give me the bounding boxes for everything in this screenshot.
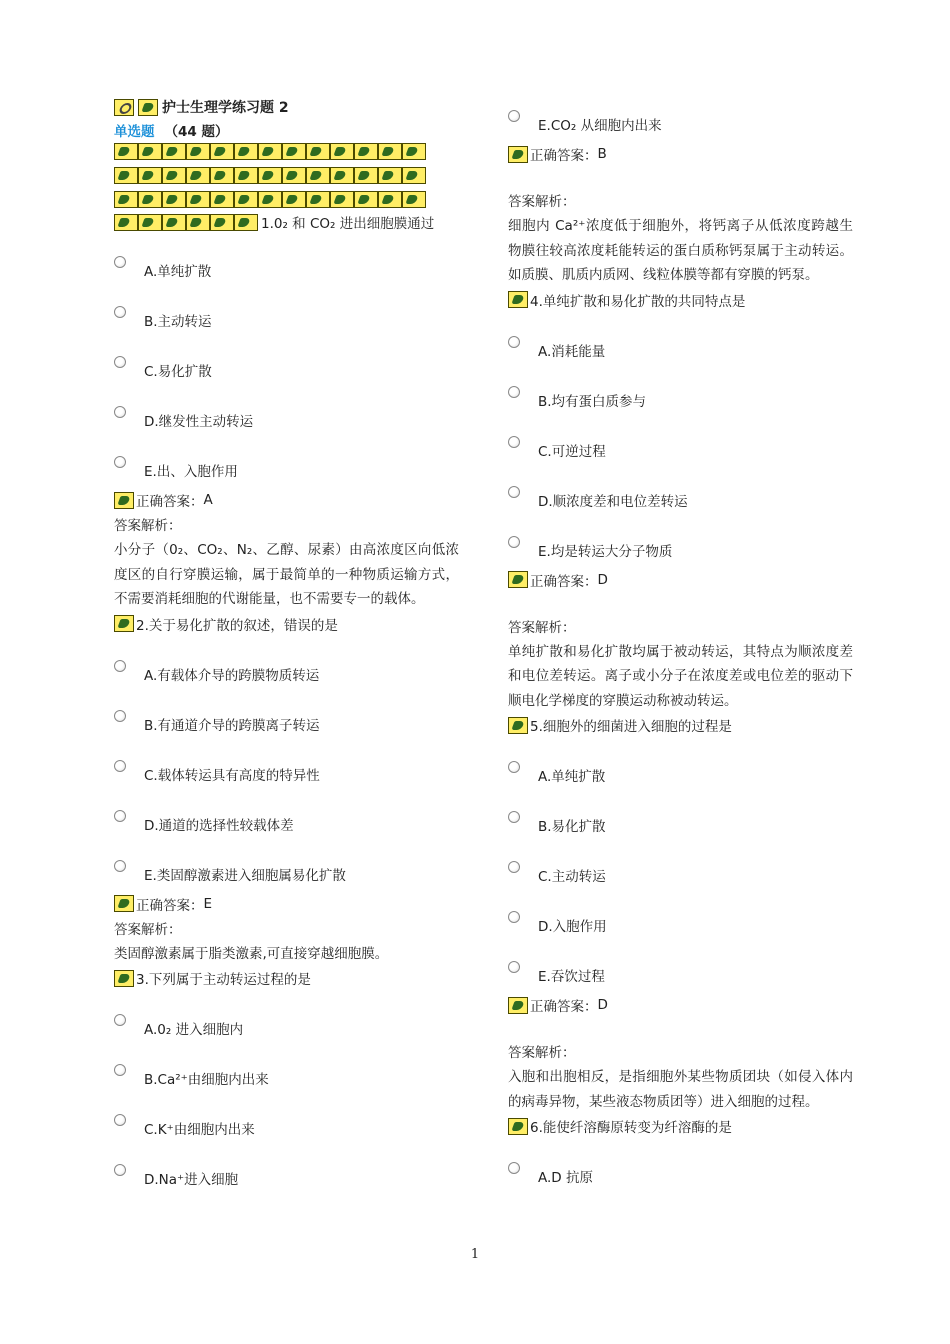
pen-icon[interactable] [210, 143, 234, 160]
option[interactable] [114, 382, 459, 432]
pen-icon[interactable] [186, 214, 210, 231]
option-label: A.单纯扩散 [538, 769, 606, 785]
option-label: D.入胞作用 [538, 919, 607, 935]
spacer [508, 166, 853, 188]
answer-row [508, 142, 853, 166]
pen-icon[interactable] [186, 143, 210, 160]
option-label: A.0₂ 进入细胞内 [144, 1022, 244, 1038]
option[interactable] [508, 1138, 853, 1188]
answer-label: 正确答案： [136, 494, 204, 510]
pen-icon[interactable] [508, 717, 528, 734]
pen-icon[interactable] [210, 167, 234, 184]
option-label: C.K⁺由细胞内出来 [144, 1122, 255, 1138]
pen-icon[interactable] [330, 191, 354, 208]
q6-options [508, 1138, 853, 1188]
radio-button[interactable] [508, 536, 520, 548]
radio-button[interactable] [114, 710, 126, 722]
pen-icon[interactable] [138, 191, 162, 208]
pen-icon[interactable] [138, 214, 162, 231]
explain-text: 入胞和出胞相反，是指细胞外某些物质团块（如侵入体内的病毒异物，某些液态物质团等）进入细胞的过程。 [508, 1069, 853, 1110]
option[interactable] [114, 432, 459, 482]
option[interactable] [114, 736, 459, 786]
radio-button[interactable] [114, 1064, 126, 1076]
radio-button[interactable] [114, 306, 126, 318]
option[interactable] [114, 1040, 459, 1090]
radio-button[interactable] [508, 386, 520, 398]
radio-button[interactable] [508, 110, 520, 122]
explain-text: 小分子（0₂、CO₂、N₂、乙醇、尿素）由高浓度区向低浓度区的自行穿膜运输，属于最简单的一种物质运输方式，不需要消耗细胞的代谢能量，也不需要专一的载体。 [114, 542, 459, 607]
refresh-icon[interactable] [114, 99, 134, 116]
pen-icon[interactable] [186, 191, 210, 208]
pen-icon[interactable] [402, 167, 426, 184]
pen-icon[interactable] [186, 167, 210, 184]
q4-options [508, 312, 853, 562]
question-nav-strip [114, 214, 258, 231]
radio-button[interactable] [114, 256, 126, 268]
pen-icon[interactable] [210, 214, 234, 231]
section-header [114, 120, 459, 140]
radio-button[interactable] [114, 860, 126, 872]
option-label: B.Ca²⁺由细胞内出来 [144, 1072, 269, 1088]
right-column [508, 112, 853, 1188]
pen-icon[interactable] [282, 167, 306, 184]
radio-button[interactable] [508, 1162, 520, 1174]
question-text: 4.单纯扩散和易化扩散的共同特点是 [530, 293, 746, 310]
option-label: B.主动转运 [144, 314, 212, 330]
pen-icon[interactable] [508, 571, 528, 588]
option-label: B.有通道介导的跨膜离子转运 [144, 717, 320, 734]
option-label: D.顺浓度差和电位差转运 [538, 493, 688, 510]
option[interactable] [508, 412, 853, 462]
spacer [508, 592, 853, 614]
option[interactable] [508, 112, 853, 136]
option-label: C.主动转运 [538, 869, 606, 885]
option[interactable] [114, 1090, 459, 1140]
pen-icon[interactable] [114, 191, 138, 208]
question-2-header [114, 612, 459, 636]
pen-icon[interactable] [138, 99, 158, 116]
option[interactable] [114, 1140, 459, 1190]
question-6-header [508, 1114, 853, 1138]
pen-icon[interactable] [162, 214, 186, 231]
explain-heading: 答案解析： [114, 921, 182, 938]
answer-label: 正确答案： [530, 573, 598, 590]
q5-options [508, 737, 853, 987]
pen-icon[interactable] [114, 615, 134, 632]
pen-icon[interactable] [378, 143, 402, 160]
section-count: （44 题） [164, 124, 229, 140]
pen-icon[interactable] [234, 191, 258, 208]
radio-button[interactable] [114, 760, 126, 772]
pen-icon[interactable] [306, 167, 330, 184]
q3-options [114, 990, 459, 1190]
radio-button[interactable] [114, 810, 126, 822]
option[interactable] [508, 787, 853, 837]
pen-icon[interactable] [114, 143, 138, 160]
option[interactable] [508, 462, 853, 512]
question-1-header [114, 212, 459, 232]
pen-icon[interactable] [354, 143, 378, 160]
pen-icon[interactable] [234, 167, 258, 184]
option-label: B.易化扩散 [538, 819, 606, 835]
option[interactable] [508, 887, 853, 937]
answer-row [508, 568, 853, 592]
option[interactable] [114, 786, 459, 836]
answer-value: B [597, 146, 607, 162]
radio-button[interactable] [114, 356, 126, 368]
pen-icon[interactable] [330, 143, 354, 160]
pen-icon[interactable] [138, 143, 162, 160]
option-label: D.Na⁺进入细胞 [144, 1172, 239, 1188]
option[interactable] [508, 737, 853, 787]
explain-heading: 答案解析： [508, 619, 576, 636]
pen-icon[interactable] [138, 167, 162, 184]
pen-icon[interactable] [306, 191, 330, 208]
page-number: 1 [470, 1247, 480, 1262]
option-label: E.吞饮过程 [538, 969, 605, 985]
answer-row [508, 993, 853, 1017]
pen-icon[interactable] [282, 191, 306, 208]
option-label: E.类固醇激素进入细胞属易化扩散 [144, 867, 346, 884]
question-nav-grid [114, 143, 459, 208]
radio-button[interactable] [508, 436, 520, 448]
explain-heading: 答案解析： [114, 518, 182, 534]
option[interactable] [508, 937, 853, 987]
pen-icon[interactable] [306, 143, 330, 160]
radio-button[interactable] [508, 861, 520, 873]
pen-icon[interactable] [402, 191, 426, 208]
pen-icon[interactable] [508, 146, 528, 163]
pen-icon[interactable] [234, 143, 258, 160]
radio-button[interactable] [508, 761, 520, 773]
explain-heading: 答案解析： [508, 194, 576, 210]
option-label: D.通道的选择性较载体差 [144, 817, 294, 834]
explain-heading: 答案解析： [508, 1045, 576, 1061]
question-3-header [114, 966, 459, 990]
pen-icon[interactable] [114, 492, 134, 509]
option[interactable] [114, 232, 459, 282]
option-label: E.CO₂ 从细胞内出来 [538, 118, 662, 134]
radio-button[interactable] [508, 911, 520, 923]
radio-button[interactable] [508, 811, 520, 823]
answer-row [114, 488, 459, 512]
pen-icon[interactable] [354, 167, 378, 184]
answer-value: D [597, 997, 608, 1013]
option-label: B.均有蛋白质参与 [538, 393, 647, 410]
pen-icon[interactable] [258, 143, 282, 160]
spacer [508, 1017, 853, 1039]
option-label: C.可逆过程 [538, 443, 606, 460]
explain-text: 细胞内 Ca²⁺浓度低于细胞外，将钙离子从低浓度跨越生物膜往较高浓度耗能转运的蛋白质称钙泵属于主动转运。如质膜、肌质内质网、线粒体膜等都有穿膜的钙泵。 [508, 218, 853, 283]
option-label: A.D 抗原 [538, 1170, 593, 1186]
option[interactable] [114, 990, 459, 1040]
option[interactable] [508, 512, 853, 562]
question-text: 2.关于易化扩散的叙述，错误的是 [136, 617, 338, 634]
pen-icon[interactable] [114, 167, 138, 184]
answer-label: 正确答案： [530, 148, 598, 164]
q1-options [114, 232, 459, 482]
question-5-header [508, 713, 853, 737]
question-text: 6.能使纤溶酶原转变为纤溶酶的是 [530, 1120, 732, 1136]
q2-options [114, 636, 459, 886]
pen-icon[interactable] [508, 997, 528, 1014]
left-column [114, 96, 459, 1190]
pen-icon[interactable] [508, 1118, 528, 1135]
option[interactable] [114, 836, 459, 886]
option-label: C.载体转运具有高度的特异性 [144, 767, 320, 784]
option[interactable] [114, 636, 459, 686]
radio-button[interactable] [508, 486, 520, 498]
pen-icon[interactable] [282, 143, 306, 160]
radio-button[interactable] [114, 1014, 126, 1026]
radio-button[interactable] [114, 406, 126, 418]
pen-icon[interactable] [114, 970, 134, 987]
doc-title-row [114, 96, 459, 118]
question-text: 5.细胞外的细菌进入细胞的过程是 [530, 719, 732, 735]
option-label: A.消耗能量 [538, 343, 606, 360]
explain-text: 单纯扩散和易化扩散均属于被动转运，其特点为顺浓度差和电位差转运。离子或小分子在浓度差或电位差的驱动下顺电化学梯度的穿膜运动称被动转运。 [508, 643, 853, 709]
pen-icon[interactable] [258, 167, 282, 184]
pen-icon[interactable] [354, 191, 378, 208]
question-4-header [508, 288, 853, 312]
pen-icon[interactable] [210, 191, 234, 208]
radio-button[interactable] [508, 961, 520, 973]
pen-icon[interactable] [258, 191, 282, 208]
explain-text: 类固醇激素属于脂类激素,可直接穿越细胞膜。 [114, 945, 389, 962]
doc-title: 护士生理学练习题 2 [162, 100, 289, 116]
option[interactable] [508, 362, 853, 412]
option[interactable] [508, 312, 853, 362]
option-label: D.继发性主动转运 [144, 414, 254, 430]
option-label: A.单纯扩散 [144, 264, 212, 280]
radio-button[interactable] [114, 660, 126, 672]
pen-icon[interactable] [114, 895, 134, 912]
option-label: E.均是转运大分子物质 [538, 543, 673, 560]
pen-icon[interactable] [330, 167, 354, 184]
pen-icon[interactable] [378, 167, 402, 184]
radio-button[interactable] [114, 456, 126, 468]
pen-icon[interactable] [378, 191, 402, 208]
pen-icon[interactable] [402, 143, 426, 160]
radio-button[interactable] [114, 1164, 126, 1176]
pen-icon[interactable] [162, 191, 186, 208]
answer-value: E [203, 895, 213, 912]
radio-button[interactable] [114, 1114, 126, 1126]
pen-icon[interactable] [508, 291, 528, 308]
option-label: E.出、入胞作用 [144, 464, 238, 480]
pen-icon[interactable] [162, 167, 186, 184]
answer-label: 正确答案： [530, 999, 598, 1015]
question-text: 1.0₂ 和 CO₂ 进出细胞膜通过 [261, 216, 435, 232]
pen-icon[interactable] [114, 214, 138, 231]
option-label: A.有载体介导的跨膜物质转运 [144, 667, 320, 684]
option-label: C.易化扩散 [144, 364, 212, 380]
option[interactable] [114, 686, 459, 736]
answer-label: 正确答案： [136, 897, 204, 914]
answer-row [114, 892, 459, 916]
answer-value: D [597, 571, 608, 588]
question-text: 3.下列属于主动转运过程的是 [136, 972, 311, 988]
radio-button[interactable] [508, 336, 520, 348]
option[interactable] [508, 837, 853, 887]
section-title: 单选题 [114, 124, 155, 140]
answer-value: A [203, 492, 213, 508]
pen-icon[interactable] [162, 143, 186, 160]
pen-icon[interactable] [234, 214, 258, 231]
option[interactable] [114, 282, 459, 332]
option[interactable] [114, 332, 459, 382]
